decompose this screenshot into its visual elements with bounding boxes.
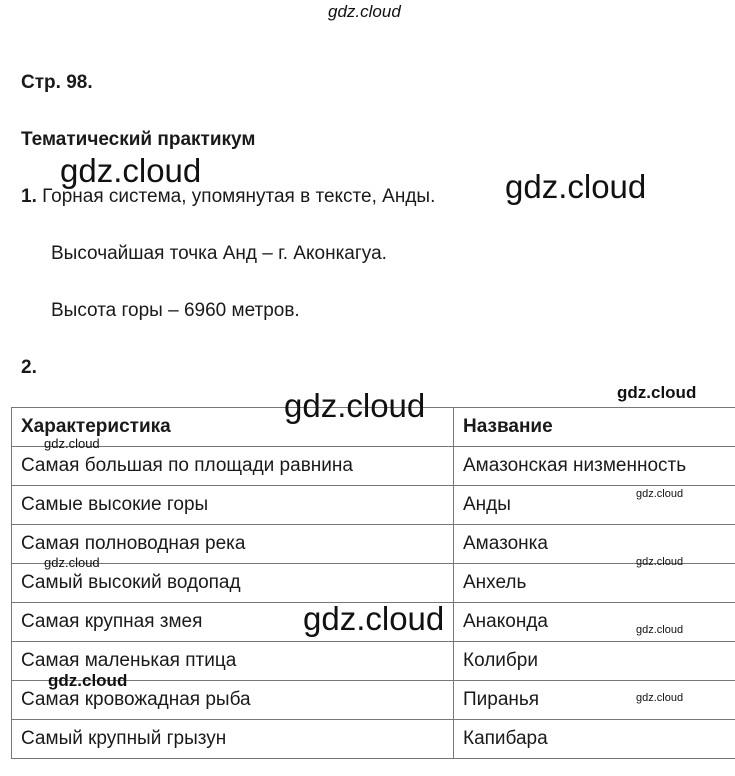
task-1-text: Горная система, упомянутая в тексте, Анды. [42,186,436,207]
watermark: gdz.cloud [328,2,401,21]
table-cell-name: Анды [454,486,735,525]
table-cell-characteristic: Самая крупная змея [12,603,454,642]
watermark: gdz.cloud [617,383,697,402]
table-cell-name: Капибара [454,720,735,759]
watermark: gdz.cloud [44,436,100,451]
task-1-line-3: Высота горы – 6960 метров. [51,300,300,321]
page-label: Стр. 98. [21,72,93,93]
section-title: Тематический практикум [21,129,256,150]
watermark: gdz.cloud [636,624,684,636]
table-cell-name: Анаконда [454,603,735,642]
table-cell-characteristic: Самая большая по площади равнина [12,447,454,486]
characteristics-table [11,407,735,759]
watermark: gdz.cloud [636,488,684,500]
table-cell-characteristic: Самая полноводная река [12,525,454,564]
task-2-number: 2. [21,357,37,378]
table-cell-characteristic: Самый крупный грызун [12,720,454,759]
watermark: gdz.cloud [303,600,445,637]
table-row [12,720,735,759]
table-cell-characteristic: Самые высокие горы [12,486,454,525]
table-row [12,447,735,486]
table-cell-name: Амазонская низменность [454,447,735,486]
task-1-line-2: Высочайшая точка Анд – г. Аконкагуа. [51,243,387,264]
table-cell-characteristic: Самая маленькая птица [12,642,454,681]
table-cell-name: Пиранья [454,681,735,720]
watermark: gdz.cloud [60,152,202,189]
table-row [12,564,735,603]
watermark: gdz.cloud [284,387,426,424]
table-cell-characteristic: Самый высокий водопад [12,564,454,603]
table-header-characteristic: Характеристика [12,408,454,447]
task-1-number: 1. [21,186,37,207]
watermark: gdz.cloud [48,671,128,690]
table-cell-name: Колибри [454,642,735,681]
watermark: gdz.cloud [505,168,647,205]
table-cell-characteristic: Самая кровожадная рыба [12,681,454,720]
table-row [12,486,735,525]
table-header-name: Название [454,408,735,447]
watermark: gdz.cloud [636,692,684,704]
watermark: gdz.cloud [636,556,684,568]
table-cell-name: Анхель [454,564,735,603]
watermark: gdz.cloud [44,555,100,570]
table-cell-name: Амазонка [454,525,735,564]
table-row [12,525,735,564]
